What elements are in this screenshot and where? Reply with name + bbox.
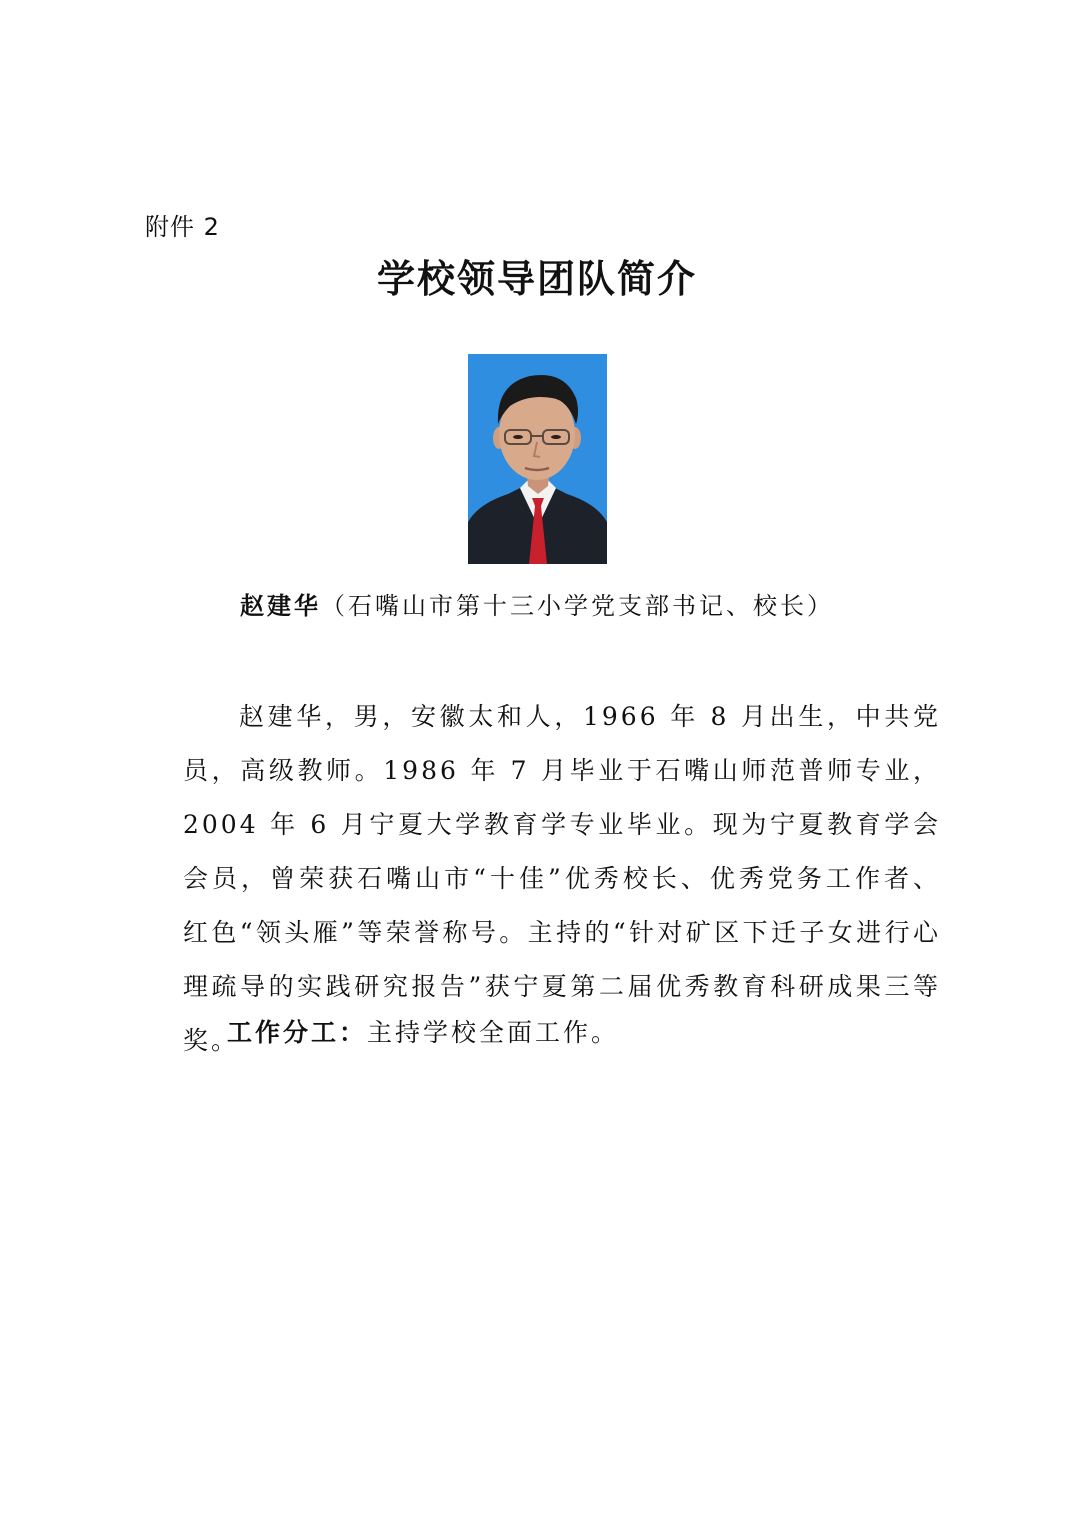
attachment-label: 附件 2 bbox=[145, 213, 220, 241]
leader-position: （石嘴山市第十三小学党支部书记、校长） bbox=[321, 592, 834, 620]
work-assignment-label: 工作分工： bbox=[227, 1018, 368, 1047]
biography-paragraph: 赵建华，男，安徽太和人，1966 年 8 月出生，中共党员，高级教师。1986 年 7 月毕业于石嘴山师范普师专业，2004 年 6 月宁夏大学教育学专业毕业。现为宁夏教育学会会员，曾荣获石嘴山市“十佳”优秀校长、优秀党务工作者、红色“领头雁”等荣誉称号。主持的“针对矿区下迁子女进行心理疏导的实践研究报告”获宁夏第二届优秀教育科研成果三等奖。 bbox=[183, 702, 941, 1055]
leader-name: 赵建华 bbox=[240, 591, 321, 620]
portrait-caption bbox=[0, 586, 1074, 621]
portrait-photo bbox=[468, 354, 607, 564]
work-assignment bbox=[227, 1013, 619, 1049]
portrait-eye-right bbox=[551, 435, 561, 439]
portrait-illustration bbox=[468, 354, 607, 564]
work-assignment-text: 主持学校全面工作。 bbox=[367, 1018, 620, 1047]
document-title: 学校领导团队简介 bbox=[376, 256, 697, 301]
portrait-eye-left bbox=[513, 435, 523, 439]
